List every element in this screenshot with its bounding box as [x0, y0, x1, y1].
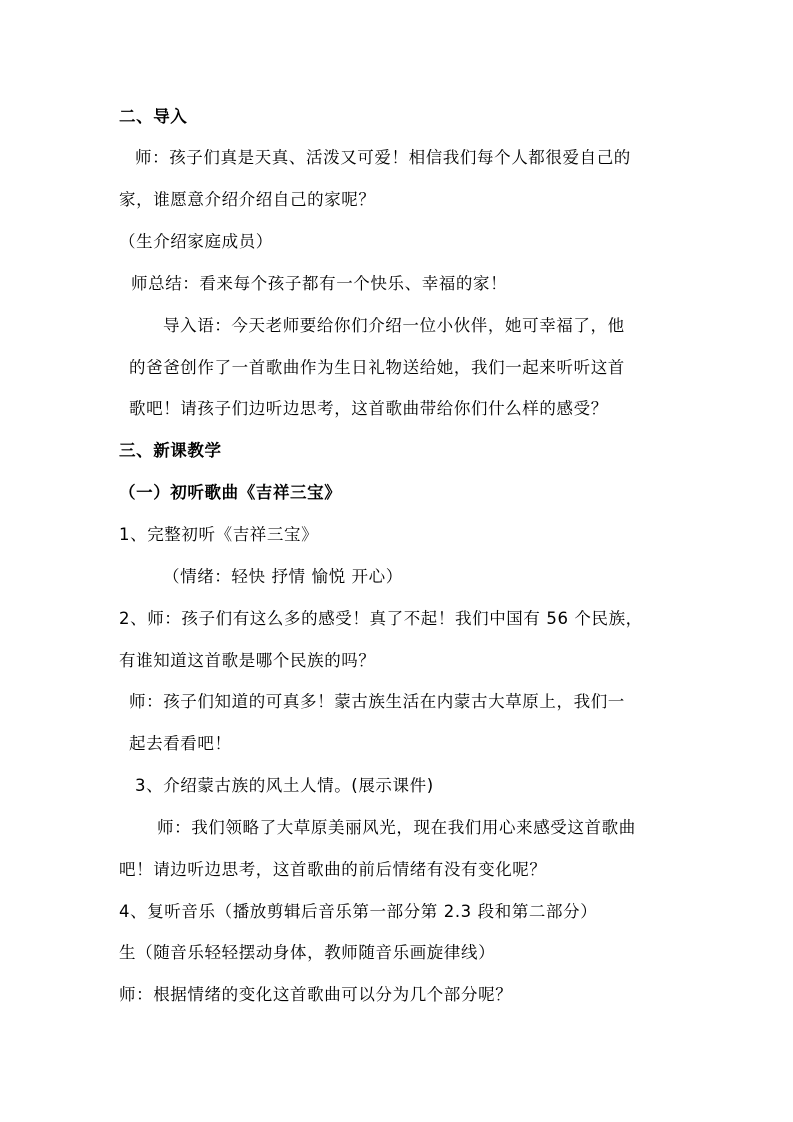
- paragraph-line: 的爸爸创作了一首歌曲作为生日礼物送给她，我们一起来听听这首: [129, 358, 625, 377]
- paragraph-line: 师总结：看来每个孩子都有一个快乐、幸福的家！: [131, 274, 508, 293]
- paragraph-line: 导入语：今天老师要给你们介绍一位小伙伴，她可幸福了，他: [163, 316, 625, 335]
- paragraph-line: 师：根据情绪的变化这首歌曲可以分为几个部分呢？: [119, 985, 513, 1004]
- list-item: 1、完整初听《吉祥三宝》: [119, 525, 319, 544]
- paragraph-line: 生（随音乐轻轻摆动身体，教师随音乐画旋律线）: [119, 943, 496, 962]
- subsection-heading: （一）初听歌曲《吉祥三宝》: [119, 483, 342, 502]
- paragraph-line: 有谁知道这首歌是哪个民族的吗？: [119, 651, 376, 670]
- section-heading-new-lesson: 三、新课教学: [119, 441, 222, 460]
- paragraph-line: 师：孩子们知道的可真多！蒙古族生活在内蒙古大草原上，我们一: [129, 692, 625, 711]
- section-heading-intro: 二、导入: [119, 107, 188, 126]
- paragraph-line: 师：孩子们真是天真、活泼又可爱！相信我们每个人都很爱自己的: [135, 148, 631, 167]
- paragraph-line: 师：我们领略了大草原美丽风光，现在我们用心来感受这首歌曲: [157, 818, 636, 837]
- list-item: 3、介绍蒙古族的风土人情。(展示课件): [135, 776, 434, 795]
- list-item: 4、复听音乐（播放剪辑后音乐第一部分第 2.3 段和第二部分）: [119, 902, 598, 921]
- paragraph-line: （情绪：轻快 抒情 愉悦 开心）: [163, 567, 403, 586]
- paragraph-line: （生介绍家庭成员）: [119, 232, 273, 251]
- paragraph-line: 吧！请边听边思考，这首歌曲的前后情绪有没有变化呢？: [119, 860, 547, 879]
- paragraph-line: 家，谁愿意介绍介绍自己的家呢？: [119, 190, 376, 209]
- paragraph-line: 歌吧！请孩子们边听边思考，这首歌曲带给你们什么样的感受？: [129, 399, 608, 418]
- paragraph-line: 起去看看吧！: [129, 734, 232, 753]
- list-item: 2、师：孩子们有这么多的感受！真了不起！我们中国有 56 个民族，: [119, 609, 643, 628]
